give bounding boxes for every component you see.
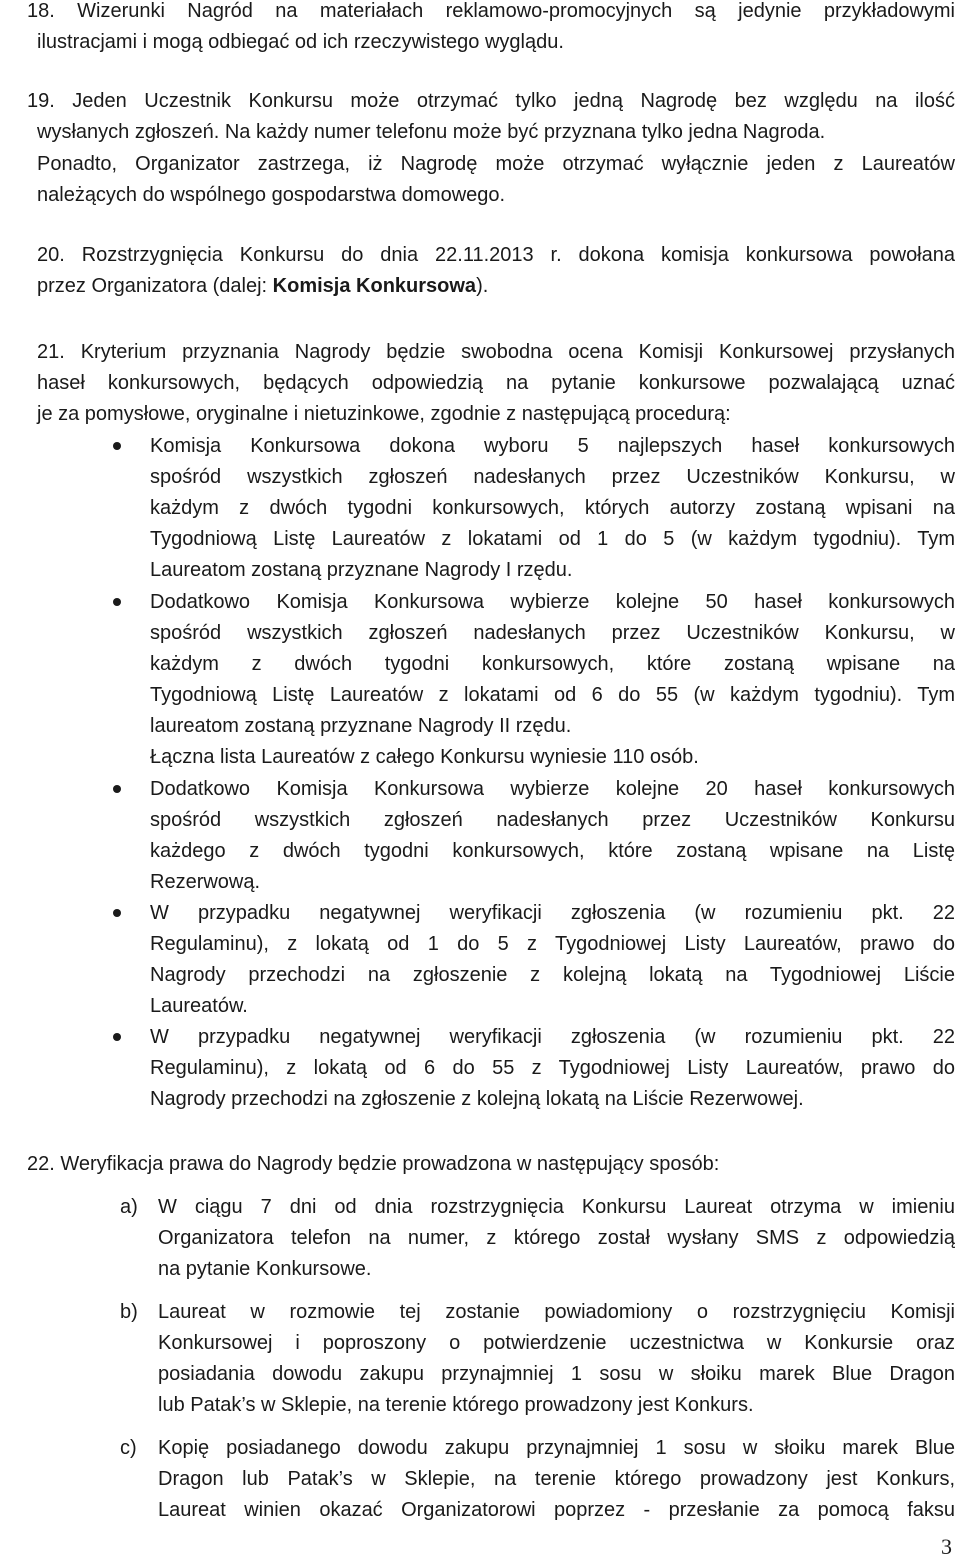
section-21-line-3: je za pomysłowe, oryginalne i nietuzinkowe, zgodnie z następującą procedurą: xyxy=(37,403,731,425)
section-20-line-2 xyxy=(37,271,488,302)
bullet-1-line-3: każdym z dwóch tygodni konkursowych, których autorzy zostaną wpisani na xyxy=(150,497,955,519)
bullet-4-line-2: Regulaminu), z lokatą od 1 do 5 z Tygodniowej Listy Laureatów, prawo do xyxy=(150,933,955,955)
bullet-icon xyxy=(113,785,121,793)
bullet-icon xyxy=(113,598,121,606)
item-c-line-3: Laureat winien okazać Organizatorowi poprzez - przesłanie za pomocą faksu xyxy=(158,1499,955,1521)
section-20-line-2-prefix: przez Organizatora (dalej: xyxy=(37,275,273,297)
bullet-1-line-2: spośród wszystkich zgłoszeń nadesłanych przez Uczestników Konkursu, w xyxy=(150,466,955,488)
section-18-line-1: 18. Wizerunki Nagród na materiałach reklamowo-promocyjnych są jedynie przykładowymi xyxy=(27,0,955,22)
bullet-3-line-1: Dodatkowo Komisja Konkursowa wybierze kolejne 20 haseł konkursowych xyxy=(150,778,955,800)
bullet-2-line-5: laureatom zostaną przyznane Nagrody II rzędu. xyxy=(150,715,572,737)
section-19-line-1: 19. Jeden Uczestnik Konkursu może otrzymać tylko jedną Nagrodę bez względu na ilość xyxy=(27,90,955,112)
bullet-2-line-1: Dodatkowo Komisja Konkursowa wybierze kolejne 50 haseł konkursowych xyxy=(150,591,955,613)
item-c-line-2: Dragon lub Patak’s w Sklepie, na terenie którego prowadzony jest Konkurs, xyxy=(158,1468,955,1490)
item-a-label: a) xyxy=(120,1196,138,1218)
bullet-3-line-4: Rezerwową. xyxy=(150,871,261,893)
bullet-4-line-3: Nagrody przechodzi na zgłoszenie z kolejną lokatą na Tygodniowej Liście xyxy=(150,964,955,986)
section-19-line-3: Ponadto, Organizator zastrzega, iż Nagrodę może otrzymać wyłącznie jeden z Laureatów xyxy=(37,153,955,175)
section-19-line-2: wysłanych zgłoszeń. Na każdy numer telefonu może być przyznana tylko jedna Nagroda. xyxy=(37,121,826,143)
bullet-1-line-5: Laureatom zostaną przyznane Nagrody I rzędu. xyxy=(150,559,573,581)
bullet-2-line-2: spośród wszystkich zgłoszeń nadesłanych przez Uczestników Konkursu, w xyxy=(150,622,955,644)
section-21-line-2: haseł konkursowych, będących odpowiedzią na pytanie konkursowe pozwalającą uznać xyxy=(37,372,955,394)
bullet-5-line-1: W przypadku negatywnej weryfikacji zgłoszenia (w rozumieniu pkt. 22 xyxy=(150,1026,955,1048)
bullet-icon xyxy=(113,909,121,917)
section-20-line-1: 20. Rozstrzygnięcia Konkursu do dnia 22.11.2013 r. dokona komisja konkursowa powołana xyxy=(37,244,955,266)
item-b-line-1: Laureat w rozmowie tej zostanie powiadomiony o rozstrzygnięciu Komisji xyxy=(158,1301,955,1323)
item-a-line-1: W ciągu 7 dni od dnia rozstrzygnięcia Konkursu Laureat otrzyma w imieniu xyxy=(158,1196,955,1218)
komisja-konkursowa-term: Komisja Konkursowa xyxy=(272,275,477,297)
item-b-line-2: Konkursowej i poproszony o potwierdzenie uczestnictwa w Konkursie oraz xyxy=(158,1332,955,1354)
bullet-2-line-6: Łączna lista Laureatów z całego Konkursu wyniesie 110 osób. xyxy=(150,746,699,768)
bullet-3-line-3: każdego z dwóch tygodni konkursowych, które zostaną wpisane na Listę xyxy=(150,840,955,862)
bullet-1-line-1: Komisja Konkursowa dokona wyboru 5 najlepszych haseł konkursowych xyxy=(150,435,955,457)
item-b-label: b) xyxy=(120,1301,138,1323)
section-18-line-2: ilustracjami i mogą odbiegać od ich rzeczywistego wyglądu. xyxy=(37,31,564,53)
page-number: 3 xyxy=(941,1534,952,1559)
bullet-3-line-2: spośród wszystkich zgłoszeń nadesłanych przez Uczestników Konkursu xyxy=(150,809,955,831)
bullet-2-line-4: Tygodniową Listę Laureatów z lokatami od 6 do 55 (w każdym tygodniu). Tym xyxy=(150,684,955,706)
item-c-label: c) xyxy=(120,1437,137,1459)
bullet-icon xyxy=(113,1033,121,1041)
bullet-5-line-2: Regulaminu), z lokatą od 6 do 55 z Tygodniowej Listy Laureatów, prawo do xyxy=(150,1057,955,1079)
bullet-1-line-4: Tygodniową Listę Laureatów z lokatami od 1 do 5 (w każdym tygodniu). Tym xyxy=(150,528,955,550)
section-20-line-2-suffix: ). xyxy=(476,275,489,297)
section-19-line-4: należących do wspólnego gospodarstwa domowego. xyxy=(37,184,506,206)
item-c-line-1: Kopię posiadanego dowodu zakupu przynajmniej 1 sosu w słoiku marek Blue xyxy=(158,1437,955,1459)
bullet-2-line-3: każdym z dwóch tygodni konkursowych, które zostaną wpisane na xyxy=(150,653,955,675)
item-b-line-3: posiadania dowodu zakupu przynajmniej 1 sosu w słoiku marek Blue Dragon xyxy=(158,1363,955,1385)
bullet-5-line-3: Nagrody przechodzi na zgłoszenie z kolejną lokatą na Liście Rezerwowej. xyxy=(150,1088,804,1110)
bullet-icon xyxy=(113,442,121,450)
item-a-line-2: Organizatora telefon na numer, z którego został wysłany SMS z odpowiedzią xyxy=(158,1227,955,1249)
section-22-line-1: 22. Weryfikacja prawa do Nagrody będzie prowadzona w następujący sposób: xyxy=(27,1153,720,1175)
section-21-line-1: 21. Kryterium przyznania Nagrody będzie swobodna ocena Komisji Konkursowej przysłanych xyxy=(37,341,955,363)
item-a-line-3: na pytanie Konkursowe. xyxy=(158,1258,372,1280)
bullet-4-line-4: Laureatów. xyxy=(150,995,248,1017)
bullet-4-line-1: W przypadku negatywnej weryfikacji zgłoszenia (w rozumieniu pkt. 22 xyxy=(150,902,955,924)
item-b-line-4: lub Patak’s w Sklepie, na terenie którego prowadzony jest Konkurs. xyxy=(158,1394,754,1416)
